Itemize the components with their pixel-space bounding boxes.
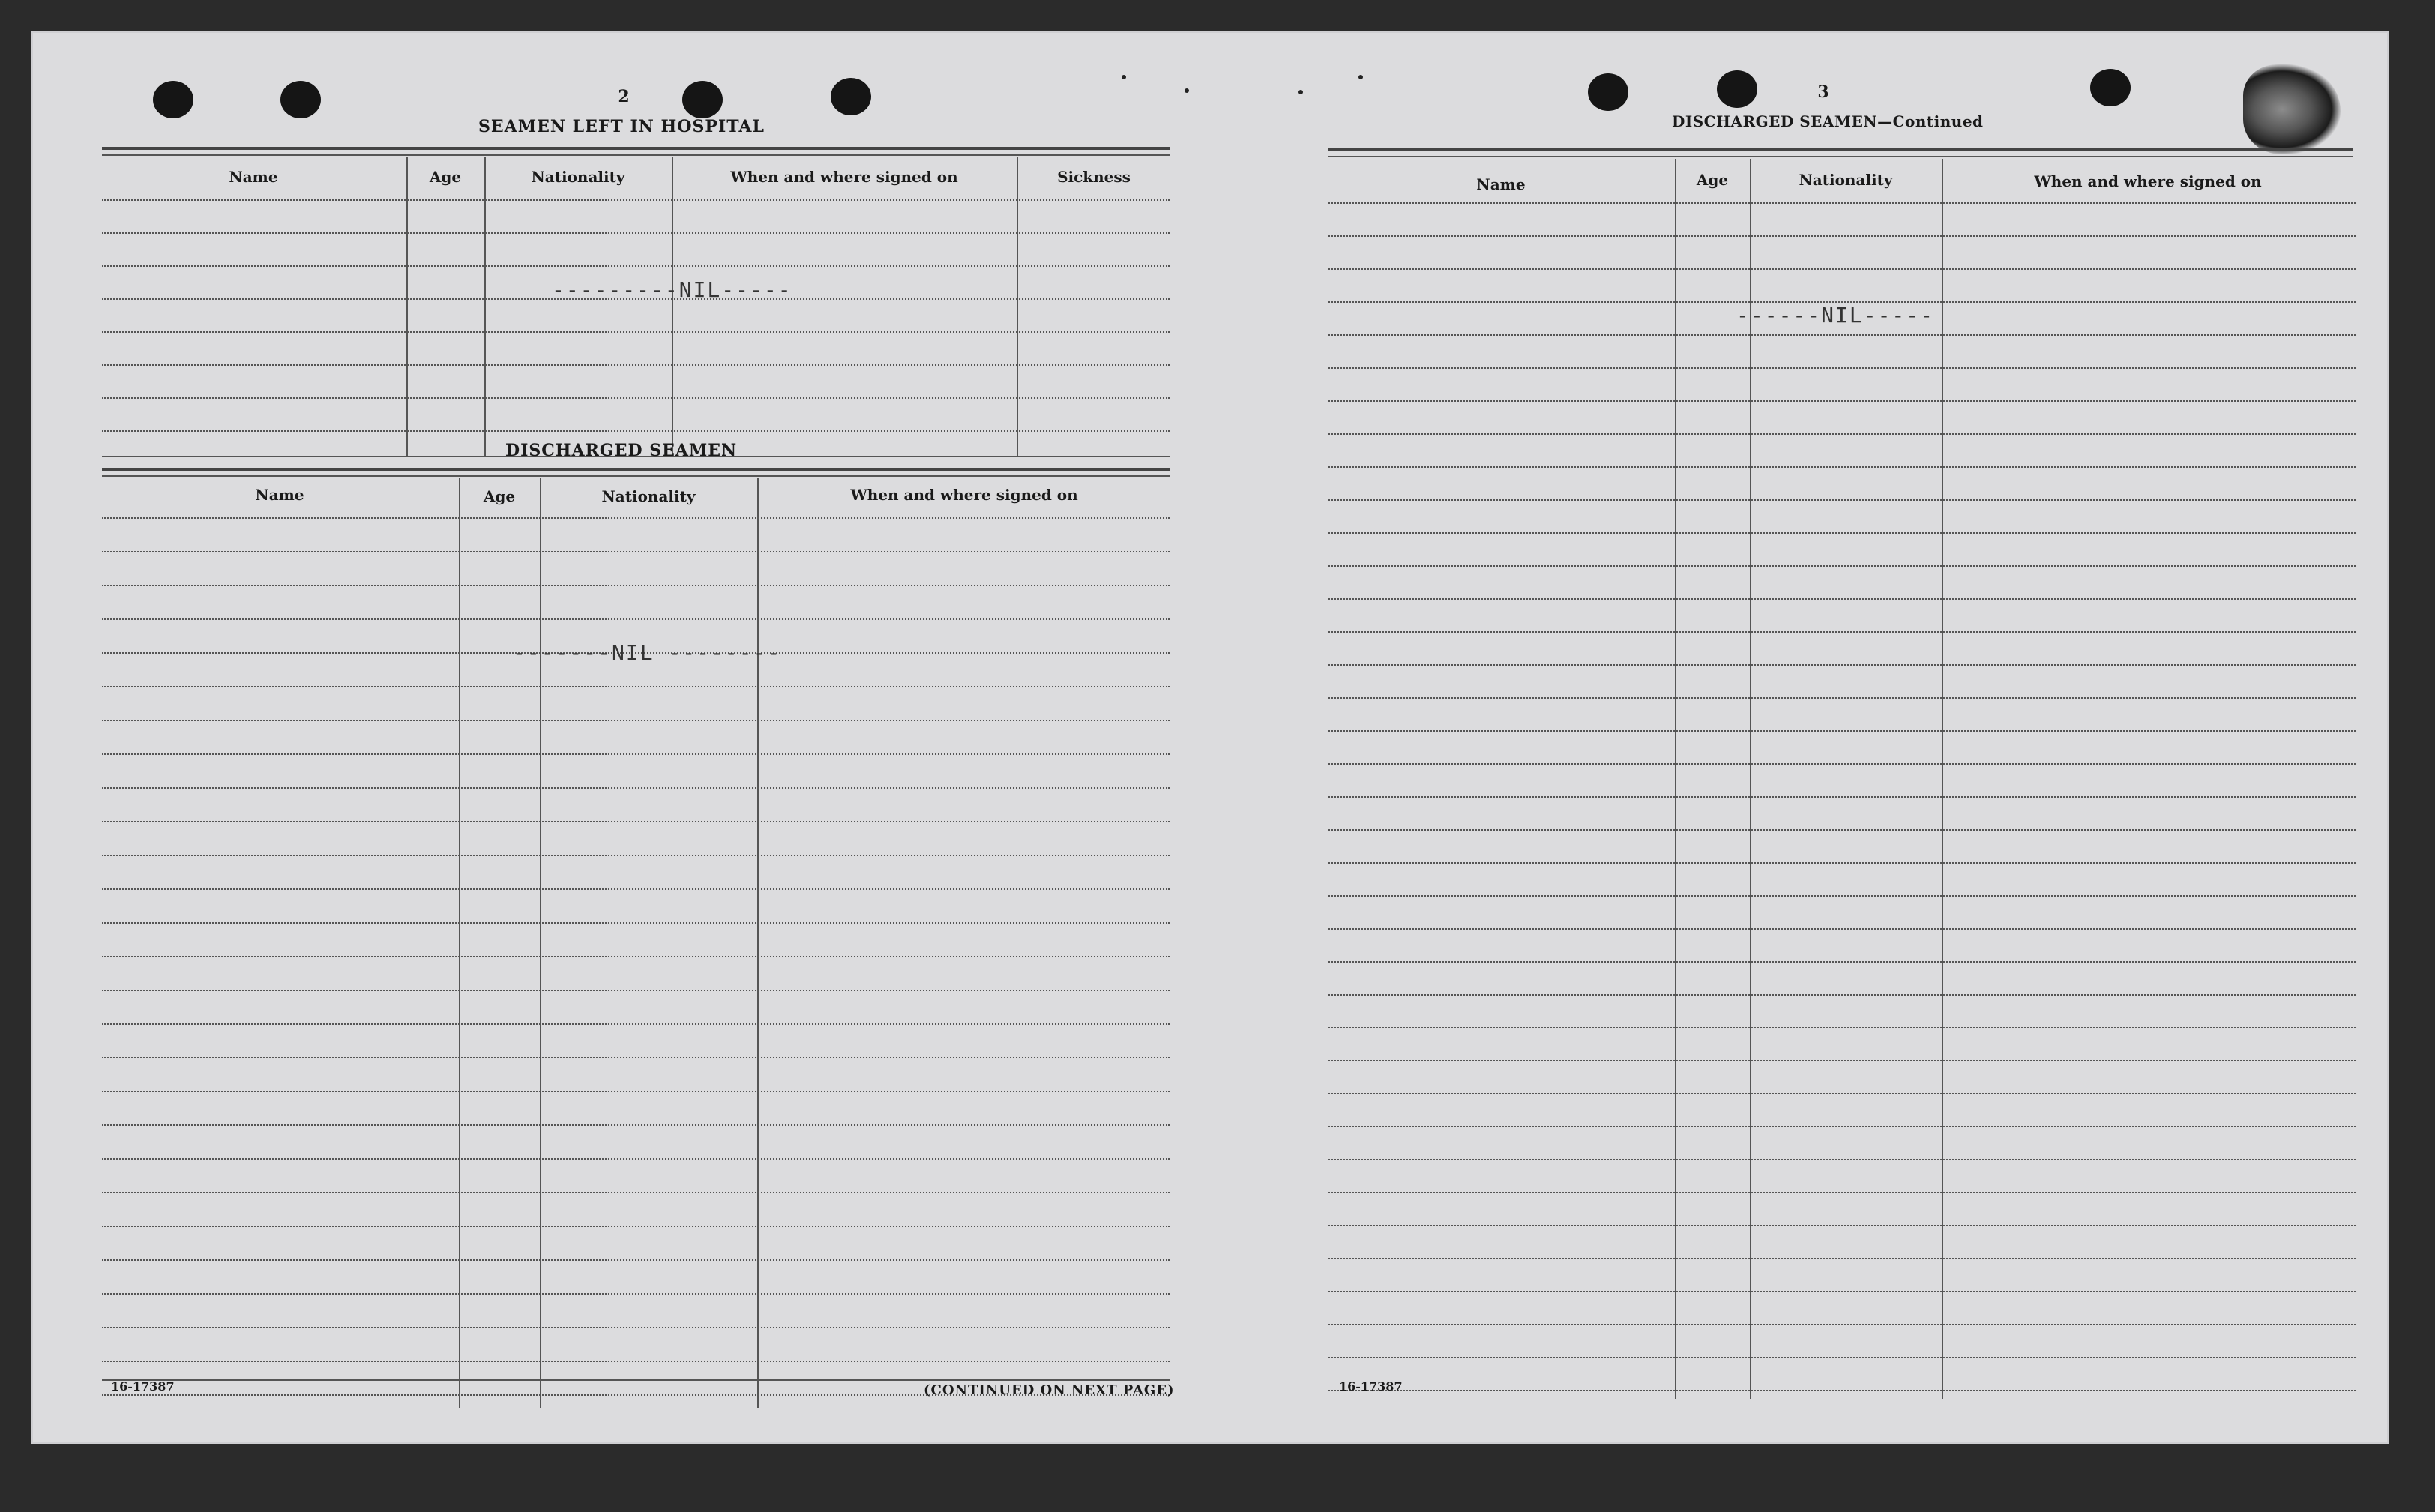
column-header-age: Age [483, 487, 516, 505]
specks [1358, 75, 1363, 79]
column-header-signed-on: When and where signed on [2034, 172, 2262, 190]
punch-hole [2090, 69, 2131, 106]
discharged-continued-title: DISCHARGED SEAMEN—Continued [1672, 112, 1984, 130]
specks [1185, 88, 1189, 93]
typed-nil-entry: ------NIL----- [1736, 303, 1935, 328]
form-number: 16-17387 [111, 1379, 175, 1394]
hospital-section-title: SEAMEN LEFT IN HOSPITAL [478, 117, 765, 136]
column-header-sickness: Sickness [1057, 168, 1131, 186]
punch-hole [682, 81, 723, 118]
column-header-name: Name [1476, 175, 1526, 193]
rule [1328, 156, 2353, 157]
rule [102, 475, 1170, 477]
page-number: 3 [1817, 82, 1829, 102]
torn-corner [2243, 64, 2341, 154]
rule [102, 154, 1170, 156]
rule [102, 1379, 1170, 1381]
discharged-section-title: DISCHARGED SEAMEN [505, 441, 738, 460]
punch-hole [1717, 70, 1757, 108]
punch-hole [153, 81, 193, 118]
typed-nil-entry: -------NIL -------- [513, 640, 782, 665]
scanned-form-sheet [33, 33, 2387, 1442]
column-header-age: Age [429, 168, 462, 186]
rule [102, 468, 1170, 471]
column-header-nationality: Nationality [531, 168, 625, 186]
column-header-name: Name [255, 486, 304, 504]
punch-hole [280, 81, 321, 118]
specks [1298, 90, 1303, 94]
column-header-nationality: Nationality [1799, 171, 1893, 189]
continued-table-rows [1328, 202, 2356, 1402]
continued-note: (CONTINUED ON NEXT PAGE) [924, 1382, 1175, 1398]
hospital-table-rows [102, 199, 1170, 454]
form-number: 16-17387 [1339, 1379, 1403, 1394]
punch-hole [831, 78, 871, 115]
column-header-signed-on: When and where signed on [850, 486, 1078, 504]
column-header-nationality: Nationality [601, 487, 696, 505]
column-header-name: Name [229, 168, 278, 186]
typed-nil-entry: ---------NIL----- [552, 277, 792, 302]
rule [1328, 148, 2353, 151]
page-number: 2 [618, 87, 630, 106]
column-header-age: Age [1696, 171, 1729, 189]
specks [1122, 75, 1126, 79]
rule [102, 147, 1170, 150]
column-header-signed-on: When and where signed on [730, 168, 958, 186]
punch-hole [1588, 73, 1628, 111]
